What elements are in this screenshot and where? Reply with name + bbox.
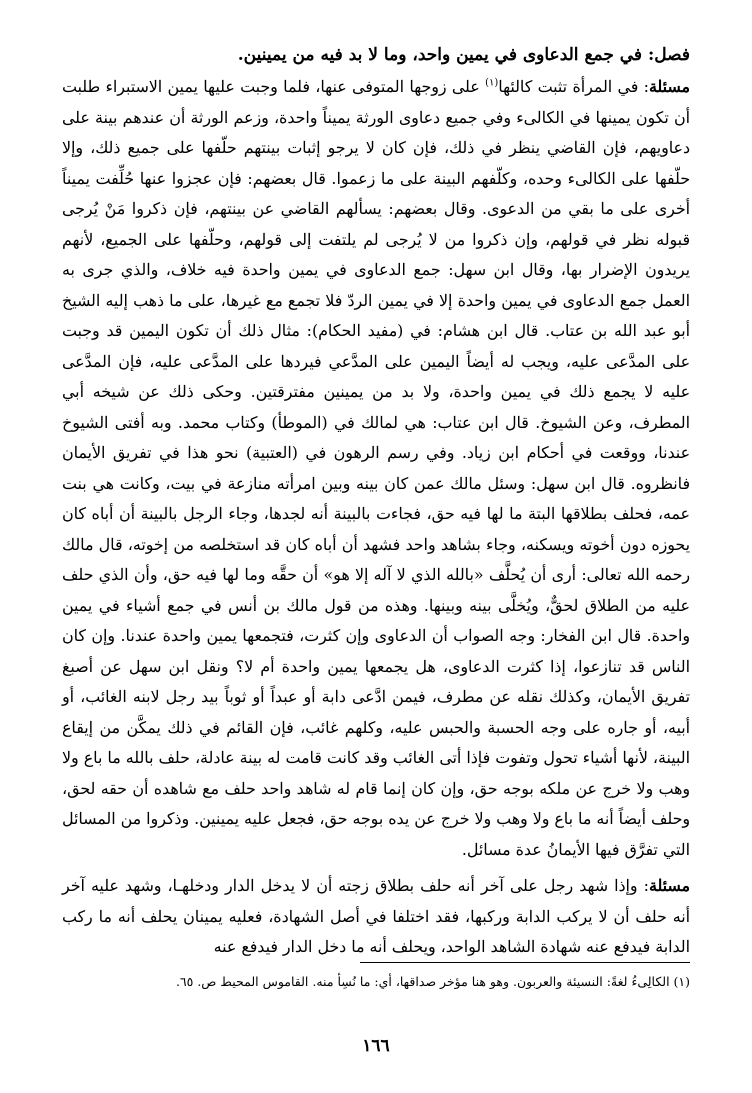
footnote: (١) الكالِىءُ لغةً: النسيئة والعربون. وهو هنا مؤخر صداقها، أي: ما نُسِأ منه. القاموس المحيط ص. ٦٥.: [175, 974, 690, 989]
page-number: ١٦٦: [362, 1036, 390, 1056]
paragraph-2-body: : وإذا شهد رجل على آخر أنه حلف بطلاق زجته أن لا يدخل الدار ودخلهـا، وشهد عليه آخر أنه حلف أن لا يركب الدابة وركبها، فقد اختلفا في أصل الشهادة، فعليه يمينان يحلف أنه ما ركب الدابة فيدفع عنه شهادة الشاهد الواحد، ويحلف أنه ما دخل الدار فيدفع عنه: [62, 876, 690, 956]
paragraph-2: [62, 871, 690, 963]
paragraph-1: [62, 72, 690, 865]
paragraph-1-lead: مسئلة: [648, 77, 690, 96]
paragraph-1-body: على زوجها المتوفى عنها، فلما وجبت عليها يمين الاستبراء طلبت أن تكون يمينها في الكالىء وفي جميع دعاوى الورثة يميناً واحدة، وزعم الورثة أن عندهم بينة على دعاويهم، فإن القاضي ينظر في ذلك، فإن كان لا يرجو إثبات بينتهم حلّفها على جميع ذلك، وإلا حلّفها على الكالىء وحده، وكلّفهم البينة على ما زعموا. قال بعضهم: فإن عجزوا عنها حُلِّفت يميناً أخرى على ما بقي من الدعوى. وقال بعضهم: يسألهم القاضي عن بينتهم، فإن ذكروا مَنْ يُرجى قبوله نظر في قولهم، وإن ذكروا من لا يُرجى لم يلتفت إلى قولهم، وحلّفها على الجميع، لأنهم يريدون الإضرار بها، وقال ابن سهل: جمع الدعاوى في يمين واحدة فيه خلاف، والذي جرى به العمل جمع الدعاوى في يمين واحدة إلا في يمين الردّ فلا تجمع مع غيرها، على ما ذهب إليه الشيخ أبو عبد الله بن عتاب. قال ابن هشام: في (مفيد الحكام): مثال ذلك أن تكون اليمين قد وجبت على المدَّعى عليه، ويجب له أيضاً اليمين على المدَّعي فيردها على المدَّعى عليه، فإن المدَّعى عليه لا يجمع ذلك في يمين واحدة، ولا بد من يمينين مفترقتين. وحكى ذلك عن شيخه أبي المطرف، وعن الشيوخ. قال ابن عتاب: هي لمالك في (الموطأ) وكتاب محمد. وبه أفتى الشيوخ عندنا، ووقعت في أحكام ابن زياد. وفي رسم الرهون في (العتبية) نحو هذا في تفريق الأيمان فانظروه. قال ابن سهل: وسئل مالك عمن كان بينه وبين امرأته منازعة في بيت، وكانت هي بنت عمه، فحلف بطلاقها البتة ما لها فيه حق، فجاءت بالبينة أنه لجدها، وجاء الرجل بالبينة أن أباه كان يحوزه دون أخوته ويسكنه، وجاء بشاهد واحد فشهد أن أباه كان قد استخلصه من إخوته، قال مالك رحمه الله تعالى: أرى أن يُحلَّف «بالله الذي لا آله إلا هو» أن حقَّه وما لها فيه حق، وأن الذي حلف عليه من الطلاق لحقٌّ، ويُخلَّى بينه وبينها. وهذه من قول مالك بن أنس في جمع أشياء في يمين واحدة. قال ابن الفخار: وجه الصواب أن الدعاوى وإن كثرت، فتجمعها يمين واحدة عندنا. وإن كان الناس قد تنازعوا، إذا كثرت الدعاوى، هل يجمعها يمين واحدة أم لا؟ ونقل ابن سهل عن أصبغ تفريق الأيمان، وكذلك نقله عن مطرف، فيمن ادَّعى دابة أو عبداً أو ثوباً بيد رجل لابنه الغائب، أو أبيه، أو جاره على وجه الحسبة والحبس عليه، وكلهم غائب، فإن القائم في ذلك يمكَّن من إيقاع البينة، لأنها أشياء تحول وتفوت فإذا أتى الغائب وقد كانت قامت له بينة عادلة، حلف بالله ما باع ولا وهب ولا خرج عن ملكه بوجه حق، وإن كان إنما قام له شاهد واحد حلف مع شاهده أن حقه لحق، وحلف أيضاً أنه ما باع ولا وهب ولا خرج عن يده بوجه حق، فجعل عليه يمينين. وذكروا من المسائل التي تفرَّق فيها الأيمانُ عدة مسائل.: [62, 77, 690, 859]
paragraph-2-lead: مسئلة: [648, 876, 690, 895]
footnote-reference[interactable]: (١): [485, 77, 499, 89]
paragraph-1-opening: : في المرأة تثبت كالئها: [498, 77, 649, 96]
section-heading: فصل: في جمع الدعاوى في يمين واحد، وما لا بد فيه من يمينين.: [237, 45, 690, 65]
footnote-divider: [360, 962, 690, 963]
